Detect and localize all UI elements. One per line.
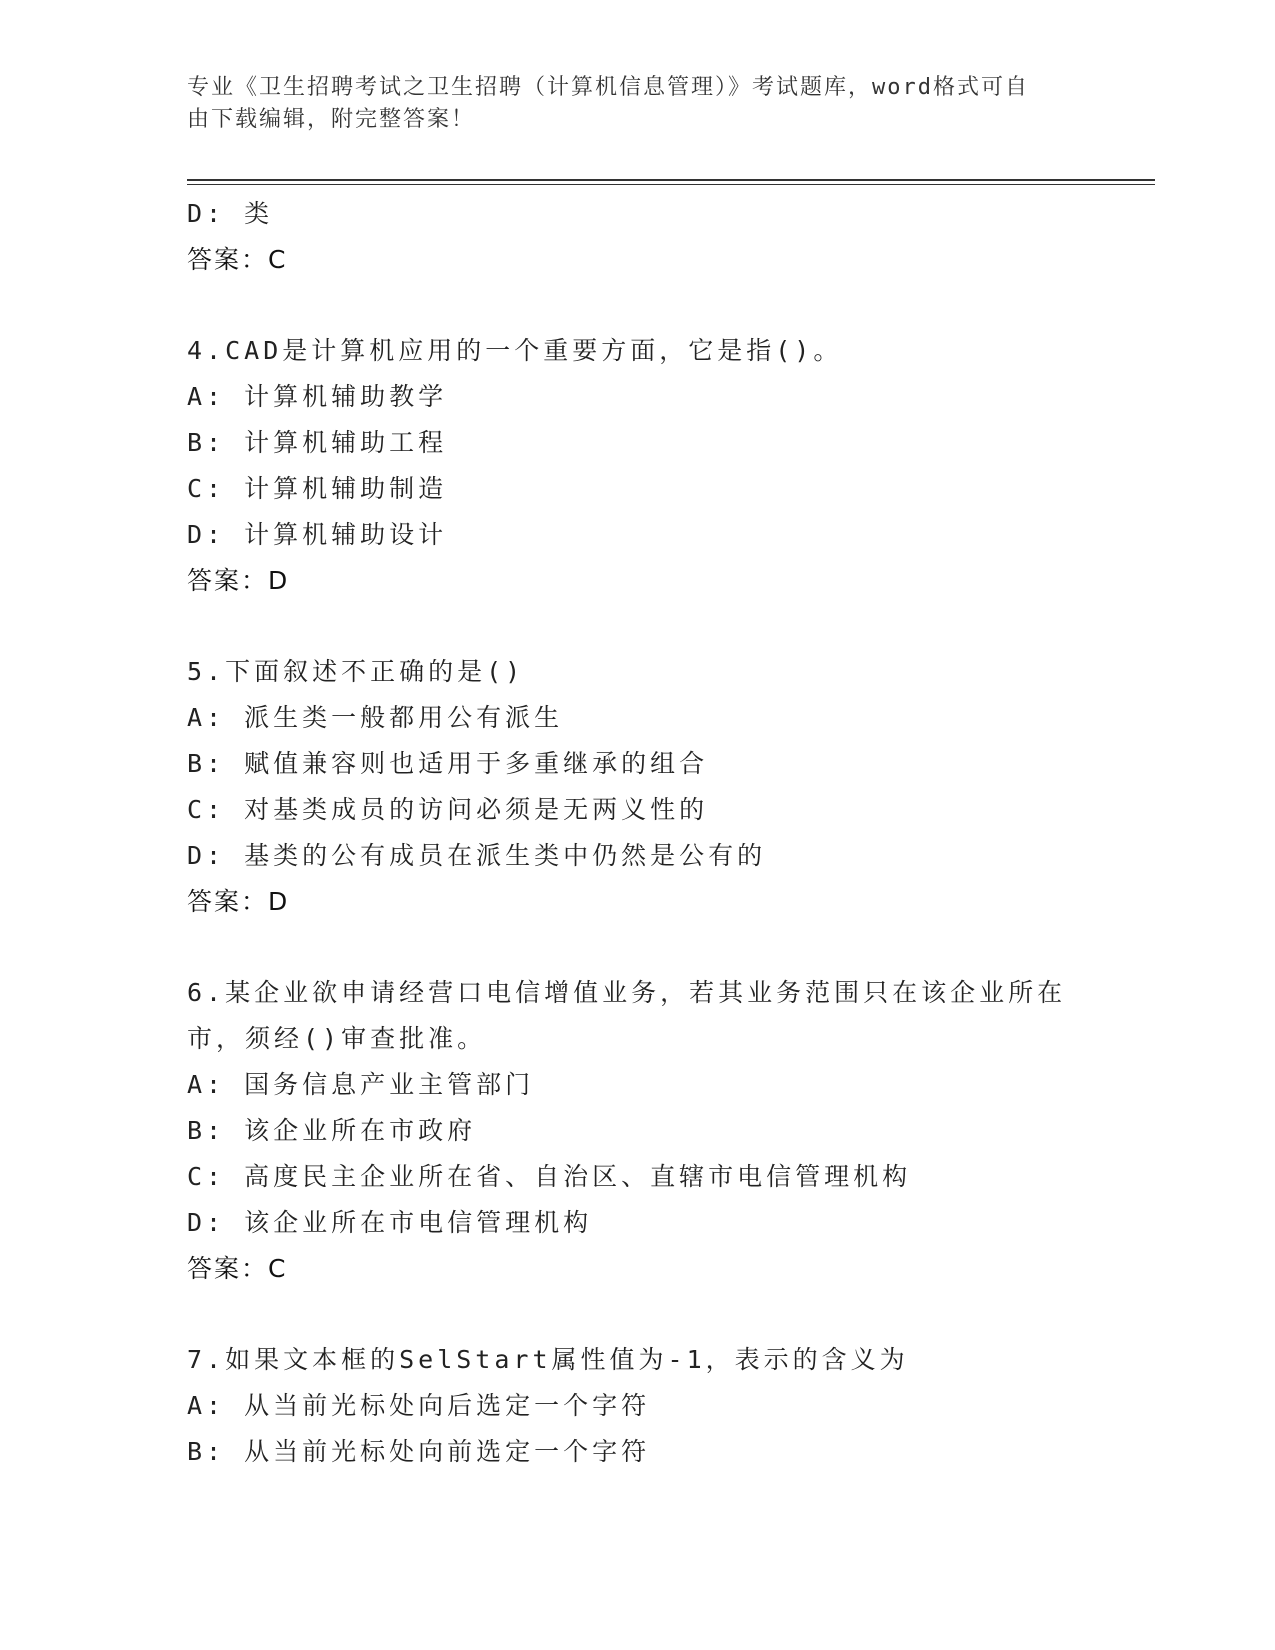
question-title-line-1: 6.某企业欲申请经营口电信增值业务，若其业务范围只在该企业所在 xyxy=(187,978,1067,1007)
question-5 xyxy=(187,649,1155,925)
option-c: C: 计算机辅助制造 xyxy=(187,474,448,503)
option-a: A: 派生类一般都用公有派生 xyxy=(187,703,564,732)
header-divider-thick xyxy=(187,179,1155,181)
option-c: C: 对基类成员的访问必须是无两义性的 xyxy=(187,795,709,824)
question-title: 5.下面叙述不正确的是() xyxy=(187,657,525,686)
header-line-1: 专业《卫生招聘考试之卫生招聘（计算机信息管理）》考试题库，word格式可自 xyxy=(187,75,1029,100)
option-d: D: 基类的公有成员在派生类中仍然是公有的 xyxy=(187,841,767,870)
option-b: B: 赋值兼容则也适用于多重继承的组合 xyxy=(187,749,709,778)
answer-label: 答案：C xyxy=(187,245,288,274)
answer-label: 答案：D xyxy=(187,887,290,916)
answer-label: 答案：D xyxy=(187,566,290,595)
question-7 xyxy=(187,1337,1155,1475)
option-c: C: 高度民主企业所在省、自治区、直辖市电信管理机构 xyxy=(187,1162,912,1191)
option-d: D: 类 xyxy=(187,199,274,228)
question-6 xyxy=(187,970,1155,1292)
option-d: D: 计算机辅助设计 xyxy=(187,520,448,549)
question-title-line-2: 市，须经()审查批准。 xyxy=(187,1024,487,1053)
option-b: B: 计算机辅助工程 xyxy=(187,428,448,457)
option-a: A: 计算机辅助教学 xyxy=(187,382,448,411)
option-a: A: 从当前光标处向后选定一个字符 xyxy=(187,1391,651,1420)
previous-question-tail xyxy=(187,191,1155,283)
option-d: D: 该企业所在市电信管理机构 xyxy=(187,1208,593,1237)
answer-label: 答案：C xyxy=(187,1254,288,1283)
header-divider-thin xyxy=(187,184,1155,185)
question-content xyxy=(187,191,1155,1475)
question-title: 7.如果文本框的SelStart属性值为-1，表示的含义为 xyxy=(187,1345,909,1374)
option-b: B: 该企业所在市政府 xyxy=(187,1116,477,1145)
option-a: A: 国务信息产业主管部门 xyxy=(187,1070,535,1099)
question-title: 4.CAD是计算机应用的一个重要方面，它是指()。 xyxy=(187,336,843,365)
option-b: B: 从当前光标处向前选定一个字符 xyxy=(187,1437,651,1466)
document-header xyxy=(187,72,1087,136)
question-4 xyxy=(187,328,1155,604)
header-line-2: 由下载编辑，附完整答案！ xyxy=(187,107,476,132)
